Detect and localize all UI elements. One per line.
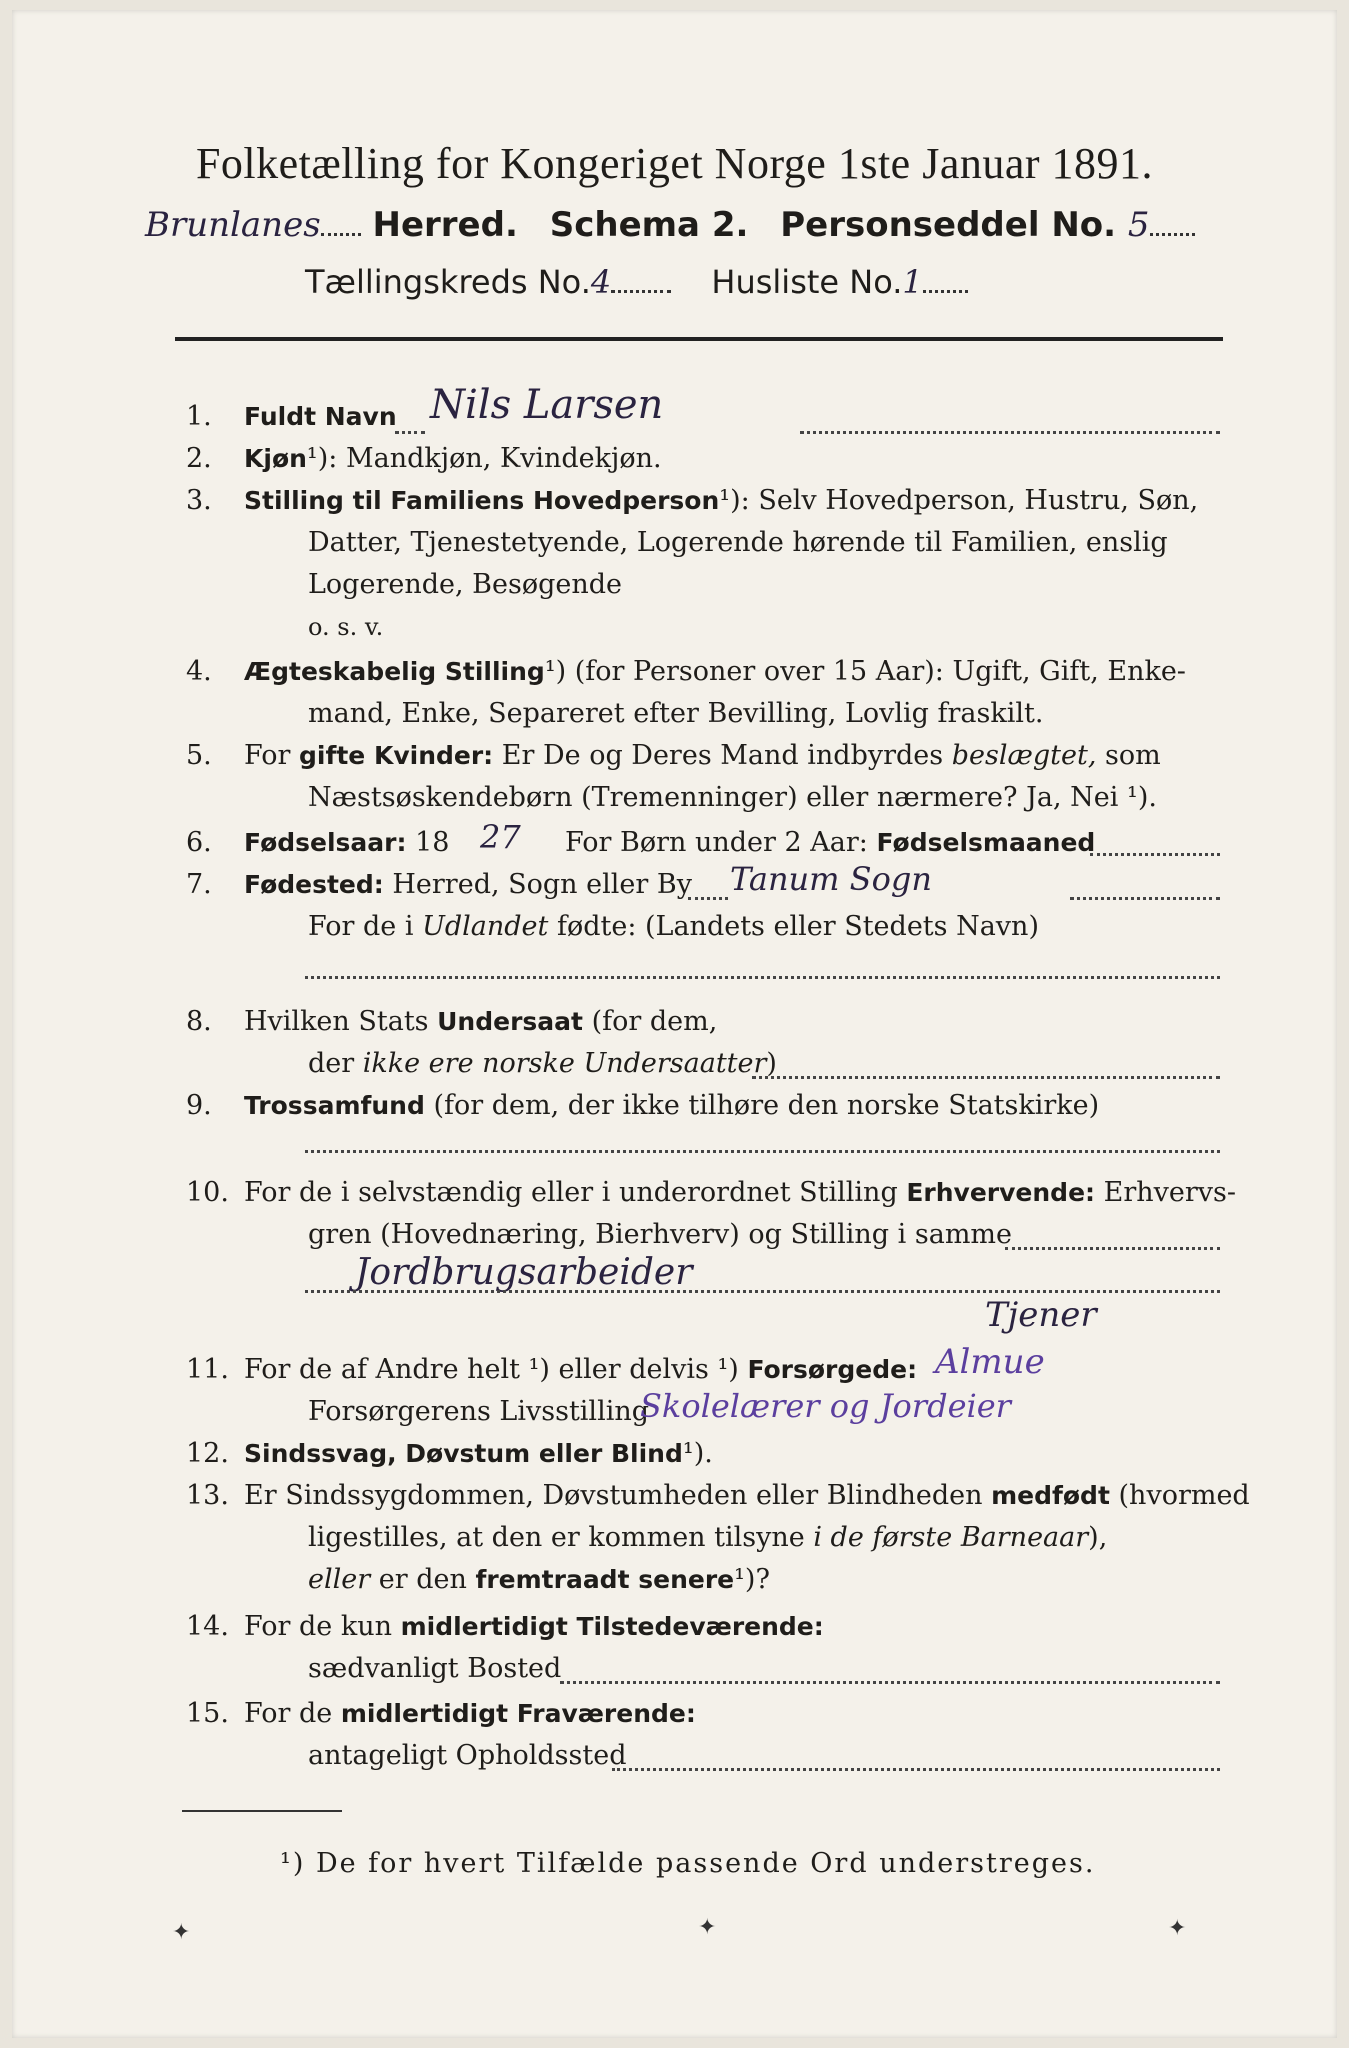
question-text: For de kun	[244, 1611, 392, 1642]
answer-line	[395, 431, 425, 434]
question-text: Er Sindssygdommen, Døvstumheden eller Blindheden	[244, 1480, 983, 1511]
answer-line	[800, 431, 1220, 434]
header-line-herred	[145, 205, 1225, 245]
question-text: o. s. v.	[308, 613, 384, 641]
answer-line	[305, 1150, 1220, 1153]
answer-line	[560, 1681, 1220, 1684]
husliste-label: Husliste No.	[711, 263, 903, 301]
question-text: ¹).	[682, 1438, 713, 1469]
question-text: Næstsøskendebørn (Tremenninger) eller nærmere? Ja, Nei ¹).	[308, 782, 1157, 813]
kreds-number: 4	[590, 263, 612, 301]
question-number: 2.	[186, 443, 212, 474]
answer-options: Mandkjøn, Kvindekjøn.	[345, 443, 662, 474]
footnote-divider	[182, 1810, 342, 1812]
answer-name: Nils Larsen	[430, 382, 664, 428]
answer-line	[305, 976, 1220, 979]
question-text: ikke ere norske Undersaatter	[362, 1048, 767, 1079]
question-label: Fødested:	[244, 870, 384, 899]
question-number: 5.	[186, 740, 212, 771]
question-number: 10.	[186, 1177, 229, 1208]
question-text: Er De og Deres Mand indbyrdes	[501, 740, 944, 771]
question-label: fremtraadt senere	[475, 1565, 735, 1594]
year-prefix: 18	[415, 827, 450, 858]
question-number: 7.	[186, 869, 212, 900]
husliste-number: 1	[902, 263, 923, 301]
question-text: Datter, Tjenestetyende, Logerende hørende til Familien, enslig	[308, 527, 1168, 558]
question-number: 3.	[186, 485, 212, 516]
question-label: midlertidigt Fraværende:	[340, 1699, 696, 1728]
question-text: fødte: (Landets eller Stedets Navn)	[556, 911, 1039, 942]
question-text: sædvanligt Bosted	[308, 1653, 562, 1684]
question-number: 14.	[186, 1611, 229, 1642]
footnote-ref: ¹):	[306, 443, 338, 474]
answer-line	[1070, 897, 1220, 900]
question-text: For de i selvstændig eller i underordnet Stilling	[244, 1177, 898, 1208]
registration-mark: ✦	[1168, 1916, 1187, 1941]
schema-label: Schema 2.	[549, 205, 749, 245]
question-text: (hvormed	[1118, 1480, 1250, 1511]
question-text: Erhvervs-	[1103, 1177, 1237, 1208]
question-label: gifte Kvinder:	[299, 741, 494, 770]
question-text: mand, Enke, Separeret efter Bevilling, Lovlig fraskilt.	[308, 698, 1044, 729]
question-text: For de af Andre helt ¹) eller delvis ¹)	[244, 1354, 739, 1385]
question-number: 13.	[186, 1480, 229, 1511]
question-text: ¹): Selv Hovedperson, Hustru, Søn,	[719, 485, 1199, 516]
question-number: 12.	[186, 1438, 229, 1469]
question-text: er den	[378, 1564, 467, 1595]
question-label: Erhvervende:	[906, 1178, 1096, 1207]
header-divider	[175, 337, 1223, 341]
question-text: beslægtet,	[951, 740, 1097, 771]
answer-line	[1090, 853, 1220, 856]
registration-mark: ✦	[172, 1920, 191, 1945]
answer-supported: Almue	[935, 1342, 1045, 1382]
question-text: antageligt Opholdssted	[308, 1740, 627, 1771]
question-text: der	[308, 1048, 355, 1079]
herred-handwritten: Brunlanes	[145, 205, 321, 245]
question-label: Fødselsaar:	[244, 828, 407, 857]
question-label: Ægteskabelig Stilling	[244, 657, 545, 686]
answer-provider-occupation: Skolelærer og Jordeier	[640, 1387, 1011, 1425]
question-text: Udlandet	[422, 911, 549, 942]
answer-occupation: Jordbrugsarbeider	[355, 1252, 693, 1293]
question-text: )	[766, 1048, 777, 1079]
question-text: (for dem,	[591, 1006, 718, 1037]
question-text: ligestilles, at den er kommen tilsyne	[308, 1522, 805, 1553]
question-text: (for dem, der ikke tilhøre den norske Statskirke)	[433, 1090, 1100, 1121]
question-text: Hvilken Stats	[244, 1006, 429, 1037]
question-label: Trossamfund	[244, 1091, 425, 1120]
question-text: Herred, Sogn eller By	[392, 869, 692, 900]
question-text: For de	[244, 1698, 333, 1729]
question-label: Kjøn	[244, 444, 307, 473]
question-number: 6.	[186, 827, 212, 858]
question-text: ),	[1088, 1522, 1108, 1553]
header-line-kreds	[305, 263, 968, 301]
question-label: Fødselsmaaned	[876, 828, 1096, 857]
question-label: Forsørgede:	[747, 1355, 918, 1384]
answer-line	[305, 1290, 1220, 1293]
question-number: 8.	[186, 1006, 212, 1037]
personseddel-label: Personseddel No.	[780, 205, 1117, 245]
question-text: gren (Hovednæring, Bierhverv) og Stilling i samme	[308, 1219, 1013, 1250]
answer-line	[612, 1768, 1220, 1771]
question-label: Undersaat	[437, 1007, 583, 1036]
question-number: 9.	[186, 1090, 212, 1121]
question-text: For Børn under 2 Aar:	[565, 827, 868, 858]
question-label: Fuldt Navn	[244, 402, 397, 431]
kreds-label: Tællingskreds No.	[305, 263, 591, 301]
answer-line	[688, 897, 728, 900]
question-text: Forsørgerens Livsstilling	[308, 1396, 650, 1427]
question-text: ¹)?	[734, 1564, 770, 1595]
question-text: i de første Barneaar	[813, 1522, 1089, 1553]
question-text: som	[1105, 740, 1161, 771]
answer-line	[752, 1076, 1220, 1079]
registration-mark: ✦	[698, 1915, 717, 1940]
question-label: Stilling til Familiens Hovedperson	[244, 486, 720, 515]
answer-birthplace: Tanum Sogn	[730, 860, 932, 898]
page-title: Folketælling for Kongeriget Norge 1ste Januar 1891.	[195, 139, 1154, 188]
question-label: Sindssvag, Døvstum eller Blind	[244, 1439, 683, 1468]
answer-line	[1005, 1247, 1220, 1250]
personseddel-number: 5	[1127, 205, 1150, 245]
question-text: For de i	[308, 911, 414, 942]
question-text: Logerende, Besøgende	[308, 569, 622, 600]
question-label: midlertidigt Tilstedeværende:	[400, 1612, 824, 1641]
question-number: 11.	[186, 1354, 229, 1385]
answer-birth-year: 27	[480, 818, 521, 856]
footnote: ¹) De for hvert Tilfælde passende Ord understreges.	[280, 1848, 1096, 1879]
question-text: For	[244, 740, 291, 771]
question-text: ¹) (for Personer over 15 Aar): Ugift, Gift, Enke-	[544, 656, 1186, 687]
question-number: 4.	[186, 656, 212, 687]
herred-label: Herred.	[372, 205, 518, 245]
answer-occupation-2: Tjener	[985, 1295, 1097, 1335]
question-number: 1.	[186, 401, 212, 432]
question-text: eller	[308, 1564, 371, 1595]
question-number: 15.	[186, 1698, 229, 1729]
question-label: medfødt	[991, 1481, 1110, 1510]
